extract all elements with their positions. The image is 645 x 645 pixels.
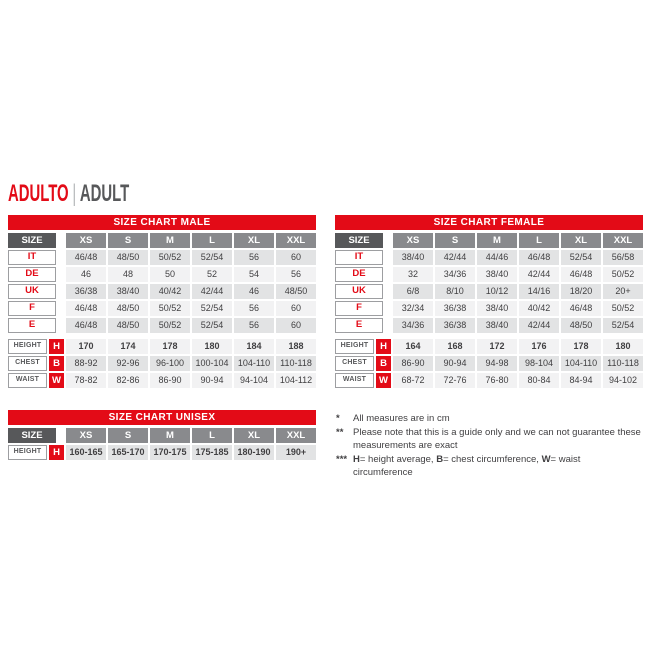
- value-cell: 6/8: [393, 284, 433, 299]
- measure-label-wrap: [335, 339, 391, 354]
- size-chart-female-table: [335, 215, 643, 388]
- row-label-wrap: [335, 301, 391, 316]
- value-cell: 38/40: [477, 267, 517, 282]
- value-cell: 68-72: [393, 373, 433, 388]
- value-cell: 178: [150, 339, 190, 354]
- row-values: [393, 301, 643, 316]
- table-title-bar: SIZE CHART UNISEX: [8, 410, 316, 425]
- value-cell: 42/44: [519, 267, 559, 282]
- value-cell: 46/48: [519, 250, 559, 265]
- value-cell: 84-94: [561, 373, 601, 388]
- row-values: [393, 356, 643, 371]
- size-row-e: [335, 318, 643, 333]
- value-cell: 90-94: [192, 373, 232, 388]
- row-label-wrap: [335, 318, 391, 333]
- measure-row-height: [335, 339, 643, 354]
- value-cell: 48/50: [561, 318, 601, 333]
- value-cell: 8/10: [435, 284, 475, 299]
- value-cell: 90-94: [435, 356, 475, 371]
- size-header-cell: SIZE: [8, 233, 56, 248]
- value-cell: 104-112: [276, 373, 316, 388]
- value-cell: 72-76: [435, 373, 475, 388]
- table-header-row: [8, 233, 316, 248]
- value-cell: 48/50: [276, 284, 316, 299]
- measure-label-wrap: [8, 373, 64, 388]
- footnote-marker: ***: [336, 454, 348, 465]
- row-label: F: [335, 301, 383, 316]
- footnotes: [336, 412, 642, 480]
- measure-badge: B: [376, 356, 391, 371]
- value-cell: 48/50: [108, 250, 148, 265]
- column-headers: [66, 233, 316, 248]
- row-values: [66, 301, 316, 316]
- value-cell: 104-110: [561, 356, 601, 371]
- size-row-uk: [8, 284, 316, 299]
- measure-label-wrap: [335, 356, 391, 371]
- column-header-cell: S: [435, 233, 475, 248]
- value-cell: 52/54: [192, 301, 232, 316]
- row-label: IT: [335, 250, 383, 265]
- row-values: [66, 318, 316, 333]
- value-cell: 50/52: [150, 250, 190, 265]
- value-cell: 172: [477, 339, 517, 354]
- value-cell: 46/48: [561, 267, 601, 282]
- row-label: E: [8, 318, 56, 333]
- size-row-it: [8, 250, 316, 265]
- row-values: [393, 284, 643, 299]
- value-cell: 46/48: [66, 318, 106, 333]
- value-cell: 160-165: [66, 445, 106, 460]
- row-label-wrap: [8, 250, 64, 265]
- size-header-cell: SIZE: [335, 233, 383, 248]
- value-cell: 46/48: [66, 250, 106, 265]
- value-cell: 48/50: [108, 318, 148, 333]
- row-values: [66, 267, 316, 282]
- value-cell: 94-102: [603, 373, 643, 388]
- value-cell: 52/54: [192, 318, 232, 333]
- measure-row-chest: [8, 356, 316, 371]
- value-cell: 50/52: [603, 267, 643, 282]
- value-cell: 60: [276, 301, 316, 316]
- value-cell: 18/20: [561, 284, 601, 299]
- value-cell: 42/44: [435, 250, 475, 265]
- column-header-cell: XXL: [603, 233, 643, 248]
- value-cell: 76-80: [477, 373, 517, 388]
- column-header-cell: M: [150, 428, 190, 443]
- value-cell: 48/50: [108, 301, 148, 316]
- value-cell: 50/52: [603, 301, 643, 316]
- page-title-separator: |: [72, 180, 77, 207]
- value-cell: 32: [393, 267, 433, 282]
- value-cell: 42/44: [192, 284, 232, 299]
- measure-badge: W: [49, 373, 64, 388]
- column-header-cell: XL: [234, 428, 274, 443]
- row-values: [66, 284, 316, 299]
- measure-label-wrap: [335, 373, 391, 388]
- size-row-f: [335, 301, 643, 316]
- measure-label: HEIGHT: [8, 445, 47, 460]
- page-title-secondary: ADULT: [79, 180, 130, 207]
- measure-label: WAIST: [335, 373, 374, 388]
- value-cell: 38/40: [477, 301, 517, 316]
- value-cell: 40/42: [519, 301, 559, 316]
- value-cell: 46/48: [561, 301, 601, 316]
- value-cell: 180-190: [234, 445, 274, 460]
- value-cell: 110-118: [276, 356, 316, 371]
- measure-label-wrap: [8, 339, 64, 354]
- size-chart-male-table: [8, 215, 316, 388]
- row-label: UK: [335, 284, 383, 299]
- page-title-primary: ADULTO: [8, 180, 69, 207]
- value-cell: 100-104: [192, 356, 232, 371]
- measure-label: WAIST: [8, 373, 47, 388]
- row-label-wrap: [8, 267, 64, 282]
- row-label: F: [8, 301, 56, 316]
- footnote-1: [336, 412, 642, 425]
- value-cell: 86-90: [393, 356, 433, 371]
- value-cell: 36/38: [435, 301, 475, 316]
- size-label-wrap: [8, 233, 64, 248]
- value-cell: 38/40: [393, 250, 433, 265]
- value-cell: 170: [66, 339, 106, 354]
- row-label: DE: [335, 267, 383, 282]
- row-label-wrap: [8, 284, 64, 299]
- row-label: E: [335, 318, 383, 333]
- value-cell: 174: [108, 339, 148, 354]
- value-cell: 188: [276, 339, 316, 354]
- measure-badge: H: [49, 339, 64, 354]
- measure-row-waist: [8, 373, 316, 388]
- row-label-wrap: [335, 250, 391, 265]
- size-label-wrap: [8, 428, 64, 443]
- value-cell: 56/58: [603, 250, 643, 265]
- value-cell: 46: [66, 267, 106, 282]
- value-cell: 50/52: [150, 318, 190, 333]
- row-values: [66, 250, 316, 265]
- column-header-cell: XS: [66, 233, 106, 248]
- value-cell: 48: [108, 267, 148, 282]
- column-header-cell: L: [519, 233, 559, 248]
- value-cell: 180: [603, 339, 643, 354]
- value-cell: 175-185: [192, 445, 232, 460]
- value-cell: 44/46: [477, 250, 517, 265]
- value-cell: 96-100: [150, 356, 190, 371]
- table-header-row: [335, 233, 643, 248]
- value-cell: 92-96: [108, 356, 148, 371]
- value-cell: 46: [234, 284, 274, 299]
- measure-label: HEIGHT: [335, 339, 374, 354]
- value-cell: 180: [192, 339, 232, 354]
- value-cell: 36/38: [66, 284, 106, 299]
- column-header-cell: M: [477, 233, 517, 248]
- value-cell: 50/52: [150, 301, 190, 316]
- value-cell: 168: [435, 339, 475, 354]
- size-row-e: [8, 318, 316, 333]
- measure-label: CHEST: [8, 356, 47, 371]
- measure-badge: H: [376, 339, 391, 354]
- footnote-marker: **: [336, 427, 344, 438]
- value-cell: 60: [276, 318, 316, 333]
- row-values: [393, 318, 643, 333]
- value-cell: 52/54: [603, 318, 643, 333]
- value-cell: 165-170: [108, 445, 148, 460]
- value-cell: 110-118: [603, 356, 643, 371]
- value-cell: 86-90: [150, 373, 190, 388]
- value-cell: 56: [234, 318, 274, 333]
- footnote-marker: *: [336, 413, 340, 424]
- value-cell: 60: [276, 250, 316, 265]
- value-cell: 78-82: [66, 373, 106, 388]
- measure-label: CHEST: [335, 356, 374, 371]
- row-values: [66, 356, 316, 371]
- measure-label-wrap: [8, 445, 64, 460]
- value-cell: 56: [234, 301, 274, 316]
- value-cell: 104-110: [234, 356, 274, 371]
- value-cell: 178: [561, 339, 601, 354]
- row-label-wrap: [8, 318, 64, 333]
- measure-label-wrap: [8, 356, 64, 371]
- row-values: [393, 373, 643, 388]
- table-title-bar: SIZE CHART FEMALE: [335, 215, 643, 230]
- size-label-wrap: [335, 233, 391, 248]
- value-cell: 52/54: [192, 250, 232, 265]
- size-row-f: [8, 301, 316, 316]
- value-cell: 52: [192, 267, 232, 282]
- footnote-3: [336, 453, 642, 479]
- size-chart-unisex-table: [8, 410, 316, 460]
- column-header-cell: XS: [66, 428, 106, 443]
- measure-badge: B: [49, 356, 64, 371]
- value-cell: 98-104: [519, 356, 559, 371]
- column-header-cell: XL: [234, 233, 274, 248]
- footnote-text: All measures are in cm: [353, 413, 450, 424]
- value-cell: 176: [519, 339, 559, 354]
- value-cell: 56: [276, 267, 316, 282]
- value-cell: 32/34: [393, 301, 433, 316]
- value-cell: 34/36: [435, 267, 475, 282]
- row-values: [66, 339, 316, 354]
- value-cell: 38/40: [477, 318, 517, 333]
- size-row-de: [8, 267, 316, 282]
- value-cell: 170-175: [150, 445, 190, 460]
- measure-row-chest: [335, 356, 643, 371]
- page-title: [8, 180, 129, 208]
- footnote-2: [336, 426, 642, 452]
- size-header-cell: SIZE: [8, 428, 56, 443]
- column-header-cell: L: [192, 428, 232, 443]
- row-values: [66, 445, 316, 460]
- value-cell: 54: [234, 267, 274, 282]
- value-cell: 34/36: [393, 318, 433, 333]
- measure-row-height: [8, 339, 316, 354]
- column-header-cell: L: [192, 233, 232, 248]
- column-header-cell: XL: [561, 233, 601, 248]
- column-header-cell: XXL: [276, 428, 316, 443]
- measure-badge: W: [376, 373, 391, 388]
- measure-badge: H: [49, 445, 64, 460]
- column-header-cell: XS: [393, 233, 433, 248]
- value-cell: 94-98: [477, 356, 517, 371]
- value-cell: 80-84: [519, 373, 559, 388]
- row-values: [66, 373, 316, 388]
- footnote-text: Please note that this is a guide only and we can not guarantee these measurements are exact: [353, 427, 641, 451]
- size-row-it: [335, 250, 643, 265]
- column-header-cell: S: [108, 233, 148, 248]
- value-cell: 190+: [276, 445, 316, 460]
- row-label-wrap: [335, 267, 391, 282]
- row-label: UK: [8, 284, 56, 299]
- table-title-bar: SIZE CHART MALE: [8, 215, 316, 230]
- footnote-text: H= height average, B= chest circumference, W= waist circumference: [353, 454, 581, 478]
- value-cell: 14/16: [519, 284, 559, 299]
- column-headers: [393, 233, 643, 248]
- value-cell: 40/42: [150, 284, 190, 299]
- row-values: [393, 250, 643, 265]
- value-cell: 94-104: [234, 373, 274, 388]
- measure-label: HEIGHT: [8, 339, 47, 354]
- column-header-cell: M: [150, 233, 190, 248]
- value-cell: 20+: [603, 284, 643, 299]
- value-cell: 42/44: [519, 318, 559, 333]
- row-values: [393, 267, 643, 282]
- column-headers: [66, 428, 316, 443]
- value-cell: 50: [150, 267, 190, 282]
- column-header-cell: S: [108, 428, 148, 443]
- row-label: IT: [8, 250, 56, 265]
- value-cell: 38/40: [108, 284, 148, 299]
- table-header-row: [8, 428, 316, 443]
- value-cell: 10/12: [477, 284, 517, 299]
- column-header-cell: XXL: [276, 233, 316, 248]
- measure-row-height: [8, 445, 316, 460]
- row-label-wrap: [8, 301, 64, 316]
- row-values: [393, 339, 643, 354]
- value-cell: 164: [393, 339, 433, 354]
- value-cell: 88-92: [66, 356, 106, 371]
- row-label-wrap: [335, 284, 391, 299]
- value-cell: 36/38: [435, 318, 475, 333]
- value-cell: 46/48: [66, 301, 106, 316]
- value-cell: 184: [234, 339, 274, 354]
- size-row-uk: [335, 284, 643, 299]
- measure-row-waist: [335, 373, 643, 388]
- value-cell: 52/54: [561, 250, 601, 265]
- value-cell: 82-86: [108, 373, 148, 388]
- value-cell: 56: [234, 250, 274, 265]
- row-label: DE: [8, 267, 56, 282]
- size-row-de: [335, 267, 643, 282]
